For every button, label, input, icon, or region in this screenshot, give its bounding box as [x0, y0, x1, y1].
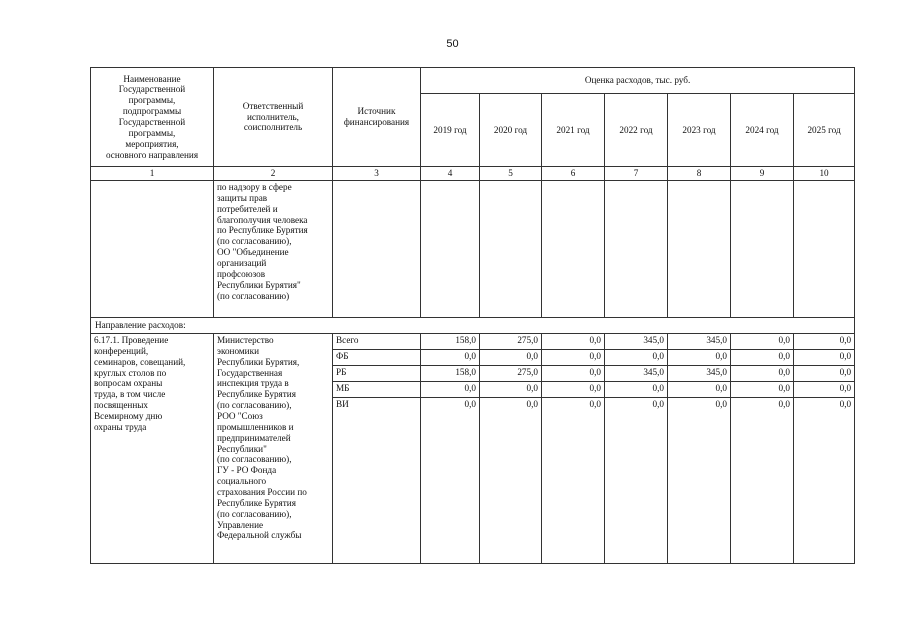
value-cell: 0,0 — [421, 382, 480, 398]
header-executor: Ответственный исполнитель, соисполнитель — [214, 68, 333, 167]
source-cell: ВИ — [333, 398, 421, 564]
column-number: 9 — [731, 167, 794, 181]
direction-label: Направление расходов: — [91, 318, 855, 334]
value-cell: 0,0 — [421, 350, 480, 366]
continuation-executor: по надзору в сфере защиты прав потребителей и благополучия человека по Республике Бурятия (по согласованию), ОО "Объединение организаций профсоюзов Республики Бурятия" (по согласованию) — [214, 181, 333, 318]
value-cell: 275,0 — [480, 334, 542, 350]
column-number-row — [91, 167, 855, 181]
item-name: 6.17.1. Проведение конференций, семинаров, совещаний, круглых столов по вопросам охраны труда, в том числе посвященных Всемирному дню охраны труда — [91, 334, 214, 564]
value-cell: 0,0 — [542, 366, 605, 382]
value-cell: 0,0 — [605, 382, 668, 398]
empty-cell — [794, 181, 855, 318]
header-name: Наименование Государственной программы, подпрограммы Государственной программы, мероприятия, основного направления — [91, 68, 214, 167]
value-cell: 0,0 — [542, 398, 605, 564]
empty-cell — [91, 181, 214, 318]
value-cell: 0,0 — [794, 398, 855, 564]
empty-cell — [480, 181, 542, 318]
header-year: 2023 год — [668, 94, 731, 167]
column-number: 2 — [214, 167, 333, 181]
value-cell: 0,0 — [421, 398, 480, 564]
value-cell: 345,0 — [668, 334, 731, 350]
header-year: 2019 год — [421, 94, 480, 167]
value-cell: 0,0 — [794, 382, 855, 398]
value-cell: 0,0 — [794, 366, 855, 382]
source-cell: Всего — [333, 334, 421, 350]
empty-cell — [668, 181, 731, 318]
value-cell: 0,0 — [668, 382, 731, 398]
column-number: 5 — [480, 167, 542, 181]
value-cell: 0,0 — [605, 350, 668, 366]
column-number: 8 — [668, 167, 731, 181]
header-year: 2025 год — [794, 94, 855, 167]
column-number: 7 — [605, 167, 668, 181]
source-cell: РБ — [333, 366, 421, 382]
value-cell: 0,0 — [480, 398, 542, 564]
value-cell: 0,0 — [668, 350, 731, 366]
expenditure-table — [90, 67, 855, 564]
column-number: 4 — [421, 167, 480, 181]
value-cell: 0,0 — [794, 334, 855, 350]
value-cell: 345,0 — [605, 334, 668, 350]
value-cell: 0,0 — [731, 398, 794, 564]
column-number: 6 — [542, 167, 605, 181]
value-cell: 345,0 — [668, 366, 731, 382]
header-source: Источник финансирования — [333, 68, 421, 167]
value-cell: 0,0 — [794, 350, 855, 366]
table-row — [91, 334, 855, 350]
value-cell: 0,0 — [668, 398, 731, 564]
header-year: 2022 год — [605, 94, 668, 167]
empty-cell — [731, 181, 794, 318]
header-year: 2024 год — [731, 94, 794, 167]
value-cell: 0,0 — [731, 334, 794, 350]
value-cell: 0,0 — [542, 350, 605, 366]
continuation-row — [91, 181, 855, 318]
header-expense-group: Оценка расходов, тыс. руб. — [421, 68, 855, 94]
value-cell: 275,0 — [480, 366, 542, 382]
column-number: 3 — [333, 167, 421, 181]
value-cell: 158,0 — [421, 366, 480, 382]
empty-cell — [605, 181, 668, 318]
value-cell: 0,0 — [480, 350, 542, 366]
value-cell: 0,0 — [605, 398, 668, 564]
value-cell: 0,0 — [731, 350, 794, 366]
empty-cell — [333, 181, 421, 318]
header-year: 2021 год — [542, 94, 605, 167]
source-cell: МБ — [333, 382, 421, 398]
column-number: 10 — [794, 167, 855, 181]
value-cell: 0,0 — [480, 382, 542, 398]
value-cell: 0,0 — [731, 366, 794, 382]
empty-cell — [421, 181, 480, 318]
empty-cell — [542, 181, 605, 318]
page-number: 50 — [446, 38, 459, 50]
header-year: 2020 год — [480, 94, 542, 167]
value-cell: 158,0 — [421, 334, 480, 350]
value-cell: 0,0 — [542, 334, 605, 350]
value-cell: 345,0 — [605, 366, 668, 382]
value-cell: 0,0 — [542, 382, 605, 398]
value-cell: 0,0 — [731, 382, 794, 398]
source-cell: ФБ — [333, 350, 421, 366]
item-executor: Министерство экономики Республики Бурятия, Государственная инспекция труда в Республике Бурятия (по согласованию), РОО "Союз промышленников и предпринимателей Республики" (по согласованию), ГУ - РО Фонда социального страхования России по Республике Бурятия (по согласованию), Управление Федеральной службы — [214, 334, 333, 564]
column-number: 1 — [91, 167, 214, 181]
